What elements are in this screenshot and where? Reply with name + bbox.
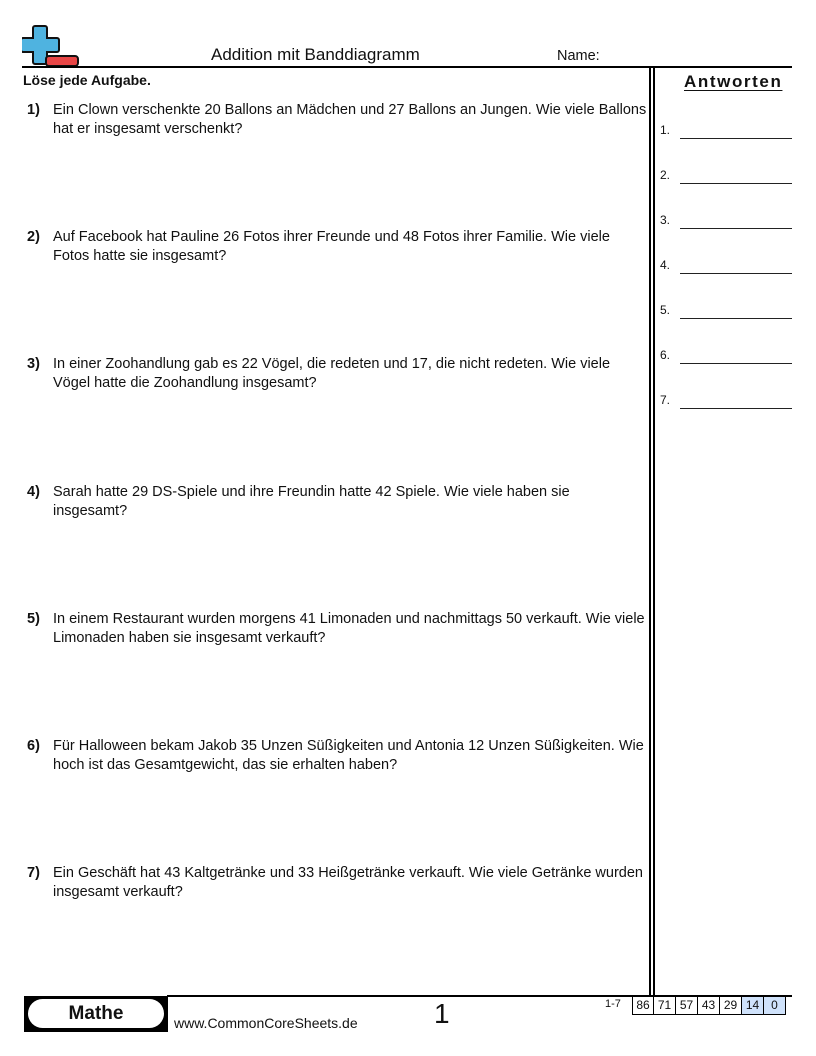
answer-field[interactable] [660, 299, 792, 319]
answer-number: 7. [660, 393, 671, 407]
answer-number: 4. [660, 258, 671, 272]
answers-title: Antworten [684, 72, 783, 91]
problem-text: Ein Clown verschenkte 20 Ballons an Mädchen und 27 Ballons an Jungen. Wie viele Ballons hat er insgesamt verschenkt? [53, 102, 647, 137]
problem-item [27, 864, 647, 902]
website-url: www.CommonCoreSheets.de [174, 1015, 358, 1031]
problem-range: 1-7 [605, 998, 621, 1010]
problem-number: 5) [27, 611, 40, 627]
answer-line [680, 318, 792, 319]
answer-number: 1. [660, 123, 671, 137]
problem-text: In einer Zoohandlung gab es 22 Vögel, die redeten und 17, die nicht redeten. Wie viele Vögel hatte die Zoohandlung insgesamt? [53, 356, 611, 391]
answer-field[interactable] [660, 164, 792, 184]
score-table [632, 997, 786, 1015]
problem-number: 4) [27, 484, 40, 500]
answer-field[interactable] [660, 119, 792, 139]
answer-number: 5. [660, 303, 671, 317]
worksheet-title: Addition mit Banddiagramm [211, 45, 420, 64]
problem-item [27, 610, 647, 648]
problem-text: Sarah hatte 29 DS-Spiele und ihre Freundin hatte 42 Spiele. Wie viele haben sie insgesamt? [53, 484, 570, 519]
answer-line [680, 138, 792, 139]
problem-text: Ein Geschäft hat 43 Kaltgetränke und 33 Heißgetränke verkauft. Wie viele Getränke wurden insgesamt verkauft? [53, 865, 643, 900]
answer-field[interactable] [660, 389, 792, 409]
problem-item [27, 101, 647, 139]
answer-line [680, 408, 792, 409]
subject-label: Mathe [28, 999, 164, 1028]
problem-item [27, 228, 647, 266]
problem-item [27, 737, 647, 775]
answer-field[interactable] [660, 209, 792, 229]
problem-text: Auf Facebook hat Pauline 26 Fotos ihrer Freunde und 48 Fotos ihrer Familie. Wie viele Fotos hatte sie insgesamt? [53, 229, 610, 264]
score-cell: 14 [742, 997, 764, 1015]
score-cell: 86 [633, 997, 654, 1015]
answer-field[interactable] [660, 344, 792, 364]
score-cell: 29 [720, 997, 742, 1015]
column-divider [653, 67, 655, 996]
problem-number: 3) [27, 356, 40, 372]
answer-line [680, 273, 792, 274]
score-cell: 43 [698, 997, 720, 1015]
plus-minus-logo-icon [22, 24, 80, 68]
answer-line [680, 228, 792, 229]
answer-line [680, 183, 792, 184]
problem-item [27, 483, 647, 521]
answer-number: 3. [660, 213, 671, 227]
header-divider [22, 66, 792, 68]
score-cell: 57 [676, 997, 698, 1015]
answer-number: 6. [660, 348, 671, 362]
problem-text: Für Halloween bekam Jakob 35 Unzen Süßigkeiten und Antonia 12 Unzen Süßigkeiten. Wie hoch ist das Gesamtgewicht, das sie erhalten haben? [53, 738, 644, 773]
problem-item [27, 355, 647, 393]
problem-number: 1) [27, 102, 40, 118]
score-cell: 0 [764, 997, 786, 1015]
problem-number: 6) [27, 738, 40, 754]
column-divider [649, 67, 651, 996]
instructions: Löse jede Aufgabe. [23, 72, 151, 88]
problem-number: 7) [27, 865, 40, 881]
name-label: Name: [557, 48, 600, 64]
page-number: 1 [434, 998, 450, 1029]
score-cell: 71 [654, 997, 676, 1015]
problem-number: 2) [27, 229, 40, 245]
answer-line [680, 363, 792, 364]
problem-text: In einem Restaurant wurden morgens 41 Limonaden und nachmittags 50 verkauft. Wie viele Limonaden haben sie insgesamt verkauft? [53, 611, 645, 646]
answer-field[interactable] [660, 254, 792, 274]
answer-number: 2. [660, 168, 671, 182]
